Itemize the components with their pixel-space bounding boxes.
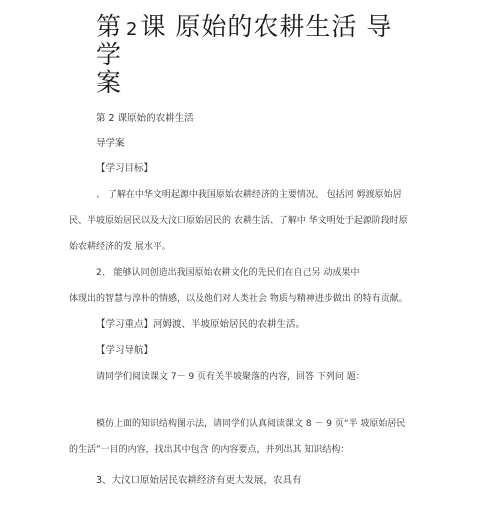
document-title-line-2: 学 <box>96 40 123 69</box>
goal-1-line-1: 、 了解在中华文明起源中我国原始农耕经济的主要情况、 包括河 姆渡原始居 <box>96 190 402 200</box>
learning-navigation-heading: 【学习导航】 <box>96 345 154 356</box>
lesson-subtitle: 第 2 课原始的农耕生活 <box>96 113 194 124</box>
navigation-item-1: 请同学们阅读课文 7－ 9 页有关半坡聚落的内容，回答 下列问 题： <box>96 372 365 382</box>
document-title-line-3: 案 <box>96 68 123 97</box>
goal-1-line-2: 民、半坡原始居民以及大汶口原始居民的 农耕生活、了解中 华文明处于起源阶段时原 <box>69 216 408 226</box>
key-point: 【学习重点】河姆渡、半坡原始居民的农耕生活。 <box>96 319 306 330</box>
title-text: 课 原始的农耕生活 导 <box>140 12 393 41</box>
goal-2-line-2: 体现出的智慧与淳朴的情感，以及他们对人类社会 物质与精神进步做出 的特有贡献。 <box>69 294 408 304</box>
navigation-item-2-line-2: 的生活”一目的内容，找出其中包含 的内容要点，并列出其 知识结构： <box>69 445 350 455</box>
navigation-item-2-line-1: 模仿上面的知识结构图示法，请同学们认真阅读课文 8 － 9 页“半 坡原始居民 <box>96 419 406 429</box>
goal-1-line-3: 始农耕经济的发 展水平。 <box>69 242 171 252</box>
item-3: 3、大汶口原始居民农耕经济有更大发展，农具有 <box>96 475 302 486</box>
document-title-line-1 <box>96 12 392 45</box>
title-char-di: 第 <box>96 12 123 41</box>
guide-label: 导学案 <box>96 138 125 149</box>
title-lesson-number: 2 <box>126 19 139 40</box>
learning-goals-heading: 【学习目标】 <box>96 163 154 174</box>
goal-2-line-1: 2、 能够认同创造出我国原始农耕文化的先民们在自己另 动成果中 <box>96 268 360 278</box>
